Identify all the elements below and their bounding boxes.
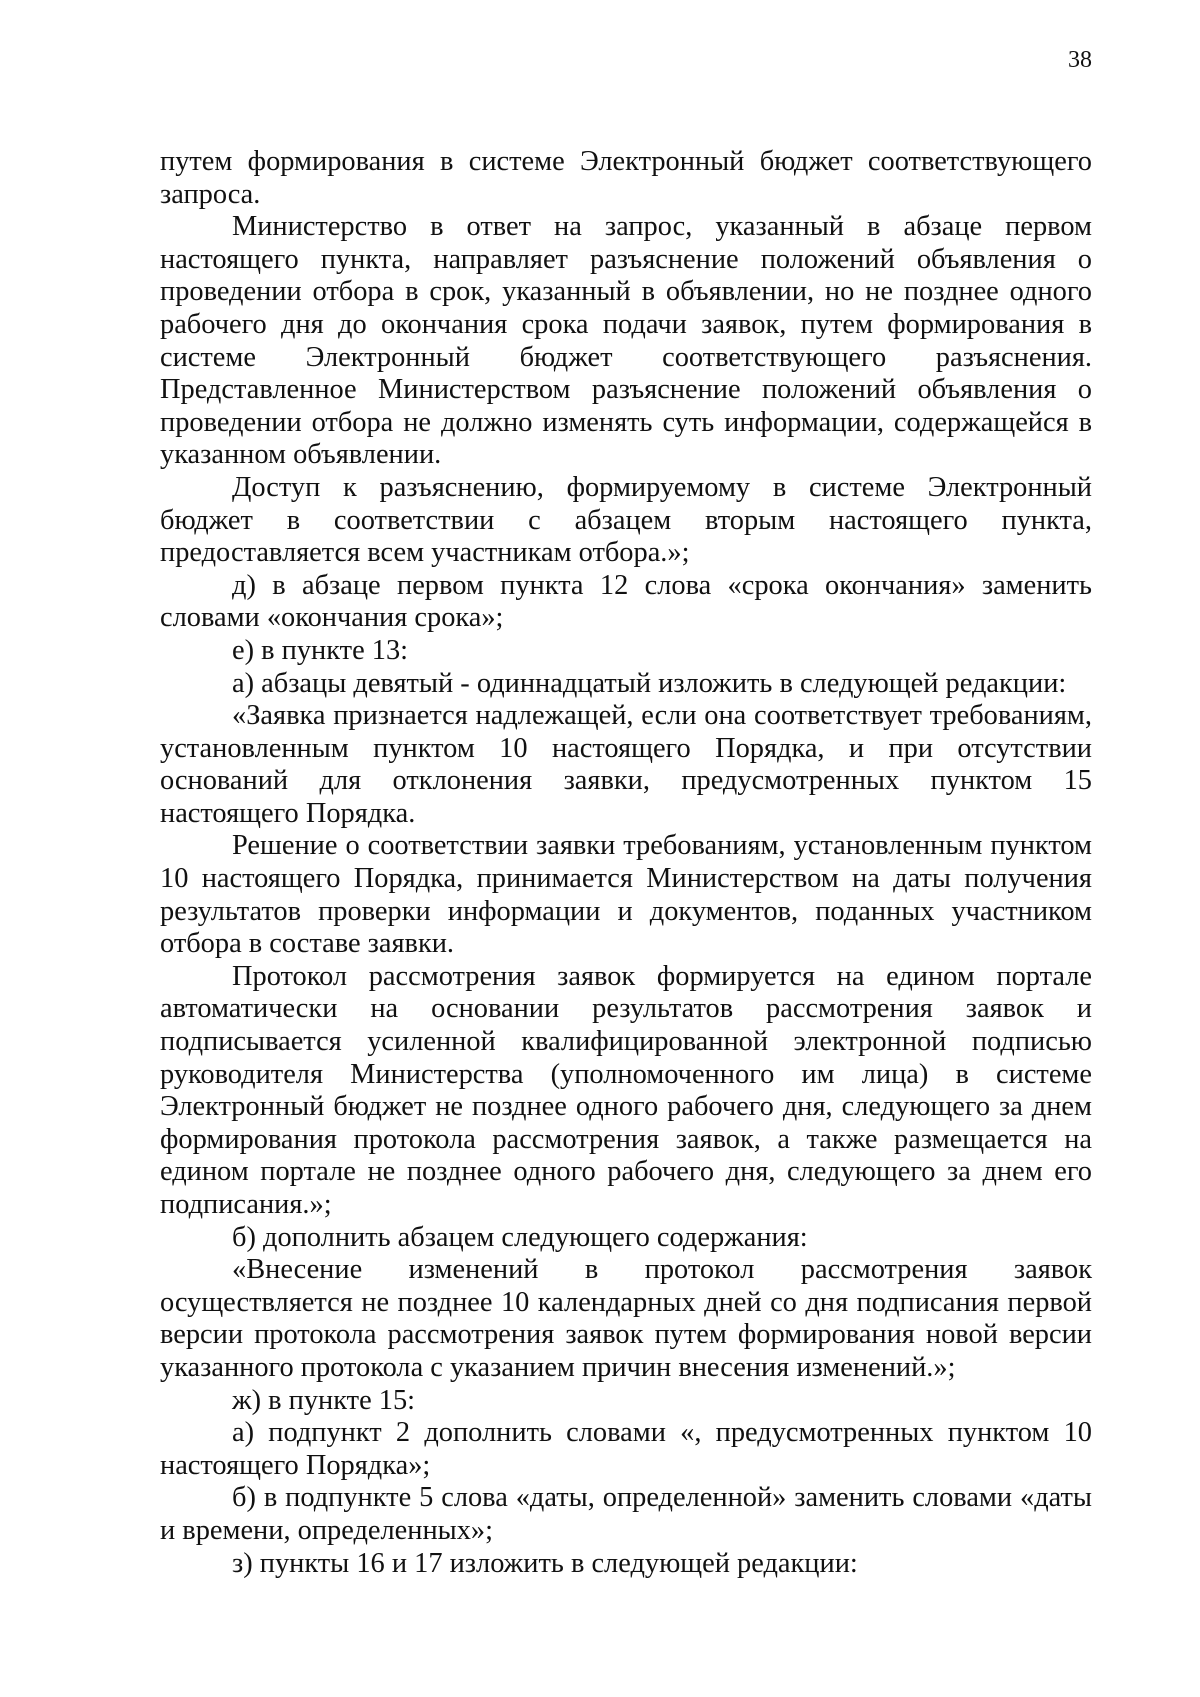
paragraph-item-e: е) в пункте 13: — [232, 634, 409, 666]
paragraph-item-z: з) пункты 16 и 17 изложить в следующей редакции: — [232, 1547, 858, 1579]
paragraph-compliance-decision: Решение о соответствии заявки требованиям, установленным пунктом 10 настоящего Порядка, принимается Министерством на даты получения результатов проверки информации и документов, поданных участником отбора в составе заявки. — [160, 830, 1092, 960]
page-number: 38 — [1068, 47, 1092, 73]
paragraph-subitem-b-2: б) в подпункте 5 слова «даты, определенной» заменить словами «даты и времени, определенных»; — [160, 1482, 1092, 1546]
paragraph-subitem-a: а) абзацы девятый - одиннадцатый изложить в следующей редакции: — [232, 667, 1067, 699]
paragraph-item-d: д) в абзаце первом пункта 12 слова «срока окончания» заменить словами «окончания срока»; — [160, 569, 1092, 634]
paragraph-item-zh: ж) в пункте 15: — [232, 1384, 416, 1416]
paragraph-subitem-b: б) дополнить абзацем следующего содержания: — [232, 1221, 808, 1253]
paragraph-ministry-response: Министерство в ответ на запрос, указанный в абзаце первом настоящего пункта, направляет разъяснение положений объявления о проведении отбора в срок, указанный в объявлении, но не позднее одного рабочего дня до окончания срока подачи заявок, путем формирования в системе Электронный бюджет соответствующего разъяснения. Представленное Министерством разъяснение положений объявления о проведении отбора не должно изменять суть информации, содержащейся в указанном объявлении. — [160, 211, 1092, 471]
paragraph-protocol-changes: «Внесение изменений в протокол рассмотрения заявок осуществляется не позднее 10 календарных дней со дня подписания первой версии протокола рассмотрения заявок путем формирования новой версии указанного протокола с указанием причин внесения изменений.»; — [160, 1254, 1092, 1383]
paragraph-review-protocol: Протокол рассмотрения заявок формируется на едином портале автоматически на основании результатов рассмотрения заявок и подписывается усиленной квалифицированной электронной подписью руководителя Министерства (уполномоченного им лица) в системе Электронный бюджет не позднее одного рабочего дня, следующего за днем формирования протокола рассмотрения заявок, а также размещается на едином портале не позднее одного рабочего дня, следующего за днем его подписания.»; — [160, 960, 1092, 1220]
paragraph-subitem-a-2: а) подпункт 2 дополнить словами «, предусмотренных пунктом 10 настоящего Порядка»; — [160, 1417, 1092, 1481]
paragraph-access-clarification: Доступ к разъяснению, формируемому в системе Электронный бюджет в соответствии с абзацем вторым настоящего пункта, предоставляется всем участникам отбора.»; — [160, 471, 1092, 569]
paragraph-continuation: путем формирования в системе Электронный бюджет соответствующего запроса. — [160, 146, 1092, 210]
document-body — [160, 146, 1092, 1580]
paragraph-application-proper: «Заявка признается надлежащей, если она соответствует требованиям, установленным пунктом 10 настоящего Порядка, и при отсутствии оснований для отклонения заявки, предусмотренных пунктом 15 настоящего Порядка. — [160, 700, 1092, 829]
